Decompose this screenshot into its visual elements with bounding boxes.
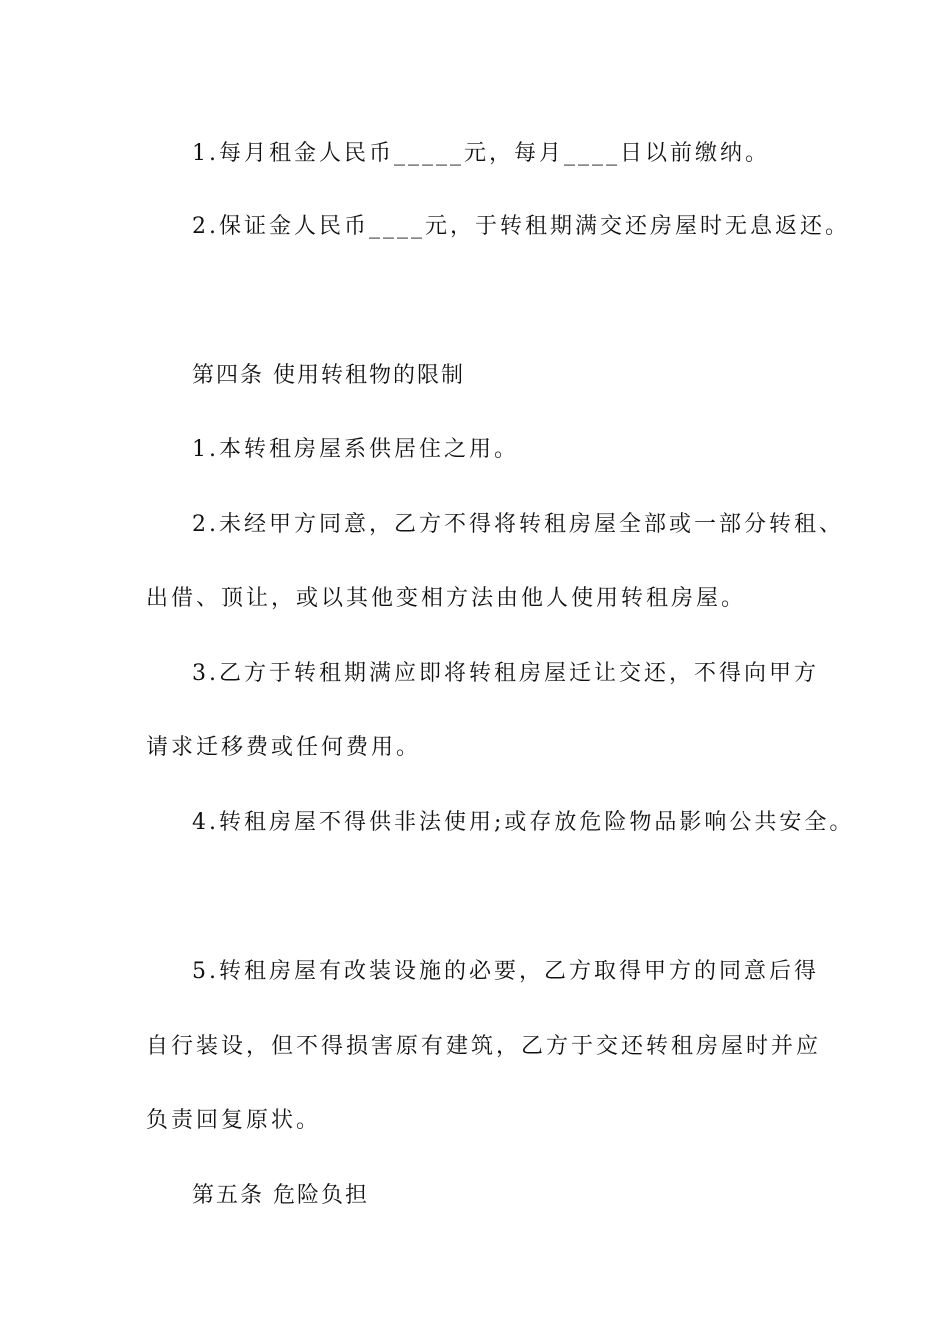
usage-clause-5-line-3: 负责回复原状。 [146,1108,322,1133]
usage-clause-3-line-2: 请求迁移费或任何费用。 [146,735,422,760]
deposit-clause-line: 2.保证金人民币____元，于转租期满交还房屋时无息返还。 [192,214,850,239]
section-heading-article-4: 第四条 使用转租物的限制 [192,363,465,388]
usage-clause-5-line-1: 5.转租房屋有改装设施的必要，乙方取得甲方的同意后得 [192,959,819,984]
usage-clause-4: 4.转租房屋不得供非法使用;或存放危险物品影响公共安全。 [192,810,855,835]
rent-clause-line: 1.每月租金人民币_____元，每月____日以前缴纳。 [192,141,770,166]
usage-clause-3-line-1: 3.乙方于转租期满应即将转租房屋迁让交还，不得向甲方 [192,661,819,686]
usage-clause-5-line-2: 自行装设，但不得损害原有建筑，乙方于交还转租房屋时并应 [146,1034,822,1059]
section-heading-article-5: 第五条 危险负担 [192,1183,369,1208]
usage-clause-2-line-2: 出借、顶让，或以其他变相方法由他人使用转租房屋。 [146,586,747,611]
usage-clause-1: 1.本转租房屋系供居住之用。 [192,437,519,462]
usage-clause-2-line-1: 2.未经甲方同意，乙方不得将转租房屋全部或一部分转租、 [192,512,844,537]
